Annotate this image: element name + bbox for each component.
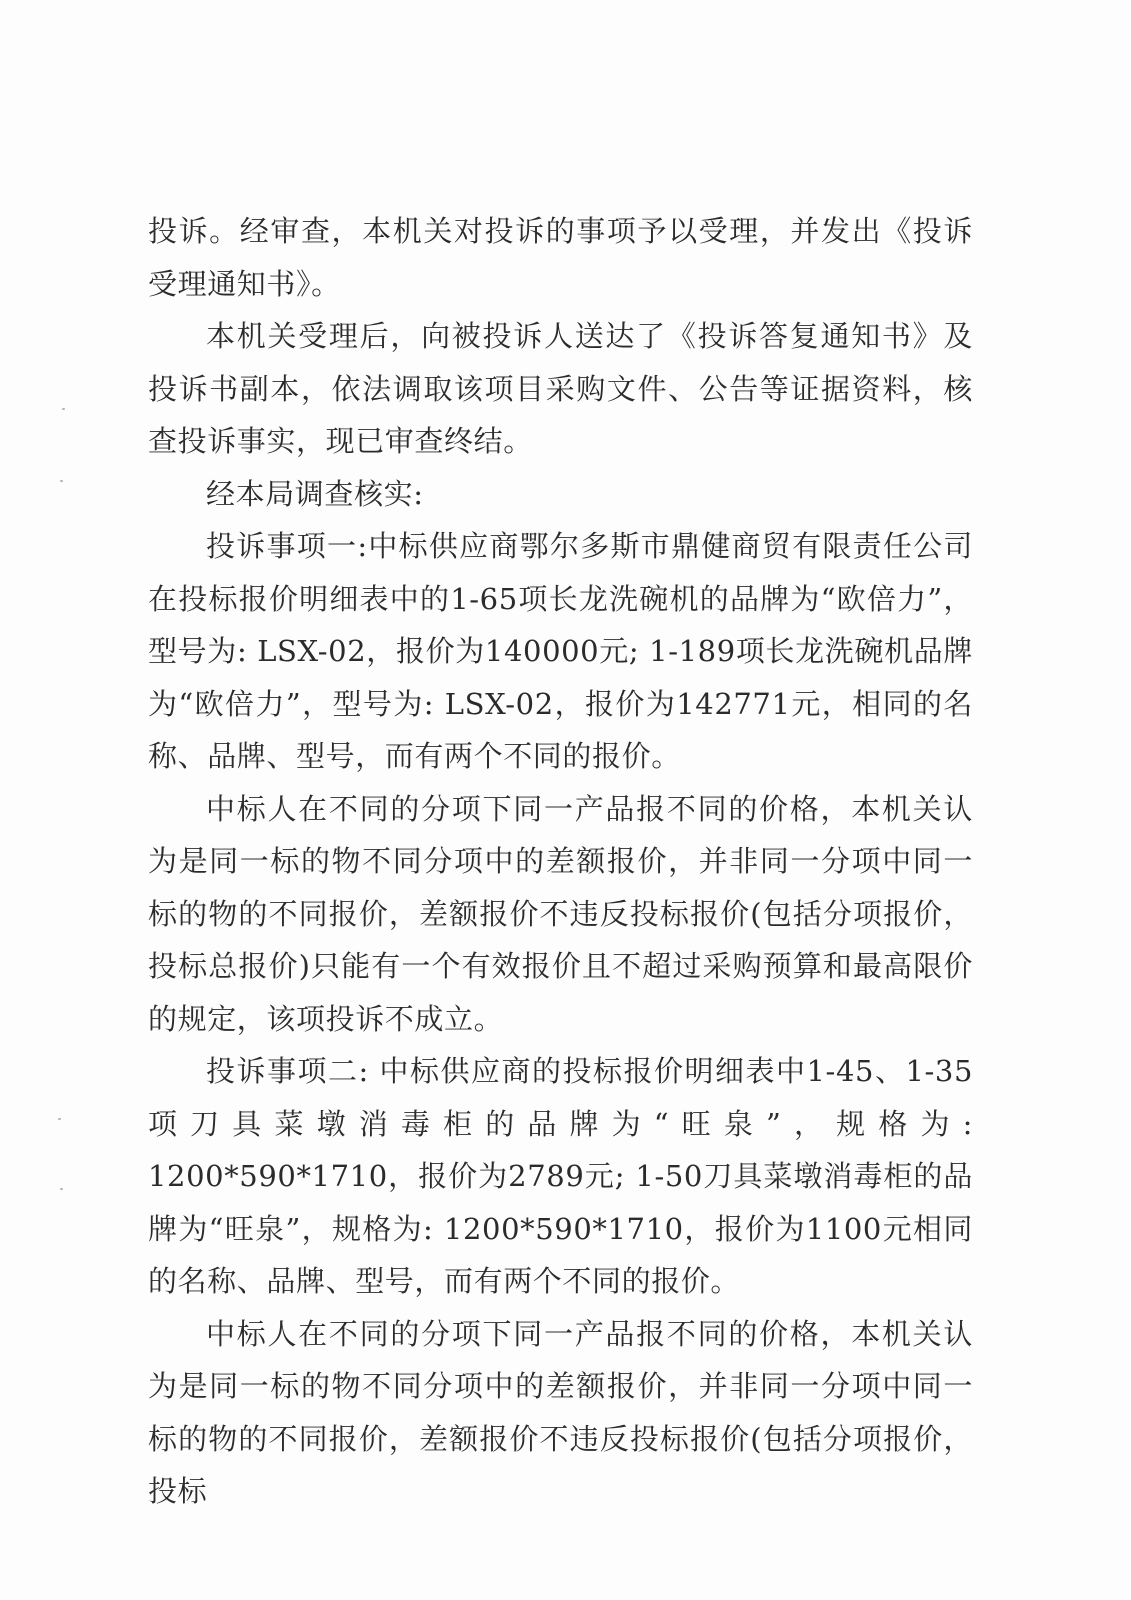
paragraph-complaint-item-2: 投诉事项二: 中标供应商的投标报价明细表中1-45、1-35项刀具菜墩消毒柜的品牌为“旺泉”，规格为: 1200*590*1710，报价为2789元; 1-50刀具菜墩消毒柜的品牌为“旺泉”，规格为: 1200*590*1710，报价为1100元相同的名称、品牌、型号，而有两个不同的报价。: [148, 1054, 973, 1298]
paragraph-after-acceptance: 本机关受理后，向被投诉人送达了《投诉答复通知书》及投诉书副本，依法调取该项目采购文件、公告等证据资料，核查投诉事实，现已审查终结。: [148, 319, 973, 458]
paragraph-finding-2: 中标人在不同的分项下同一产品报不同的价格，本机关认为是同一标的物不同分项中的差额报价，并非同一分项中同一标的物的不同报价，差额报价不违反投标报价(包括分项报价，投标: [148, 1316, 973, 1508]
paragraph-finding-1: 中标人在不同的分项下同一产品报不同的价格，本机关认为是同一标的物不同分项中的差额报价，并非同一分项中同一标的物的不同报价，差额报价不违反投标报价(包括分项报价，投标总报价)只能有一个有效报价且不超过采购预算和最高限价的规定，该项投诉不成立。: [148, 791, 973, 1036]
scan-speck: [62, 408, 65, 410]
paragraph-accepted: 投诉。经审查，本机关对投诉的事项予以受理，并发出《投诉受理通知书》。: [148, 214, 973, 301]
scan-speck: [60, 480, 63, 482]
document-body: [148, 205, 973, 1518]
paragraph-complaint-item-1: 投诉事项一:中标供应商鄂尔多斯市鼎健商贸有限责任公司在投标报价明细表中的1-65项长龙洗碗机的品牌为“欧倍力”，型号为: LSX-02，报价为140000元; 1-189项长龙洗碗机品牌为“欧倍力”，型号为: LSX-02，报价为142771元，相同的名称、品牌、型号，而有两个不同的报价。: [148, 529, 973, 773]
scan-speck: [60, 1188, 63, 1190]
paragraph-investigation-intro: 经本局调查核实:: [206, 476, 424, 511]
scan-speck: [58, 1118, 61, 1120]
